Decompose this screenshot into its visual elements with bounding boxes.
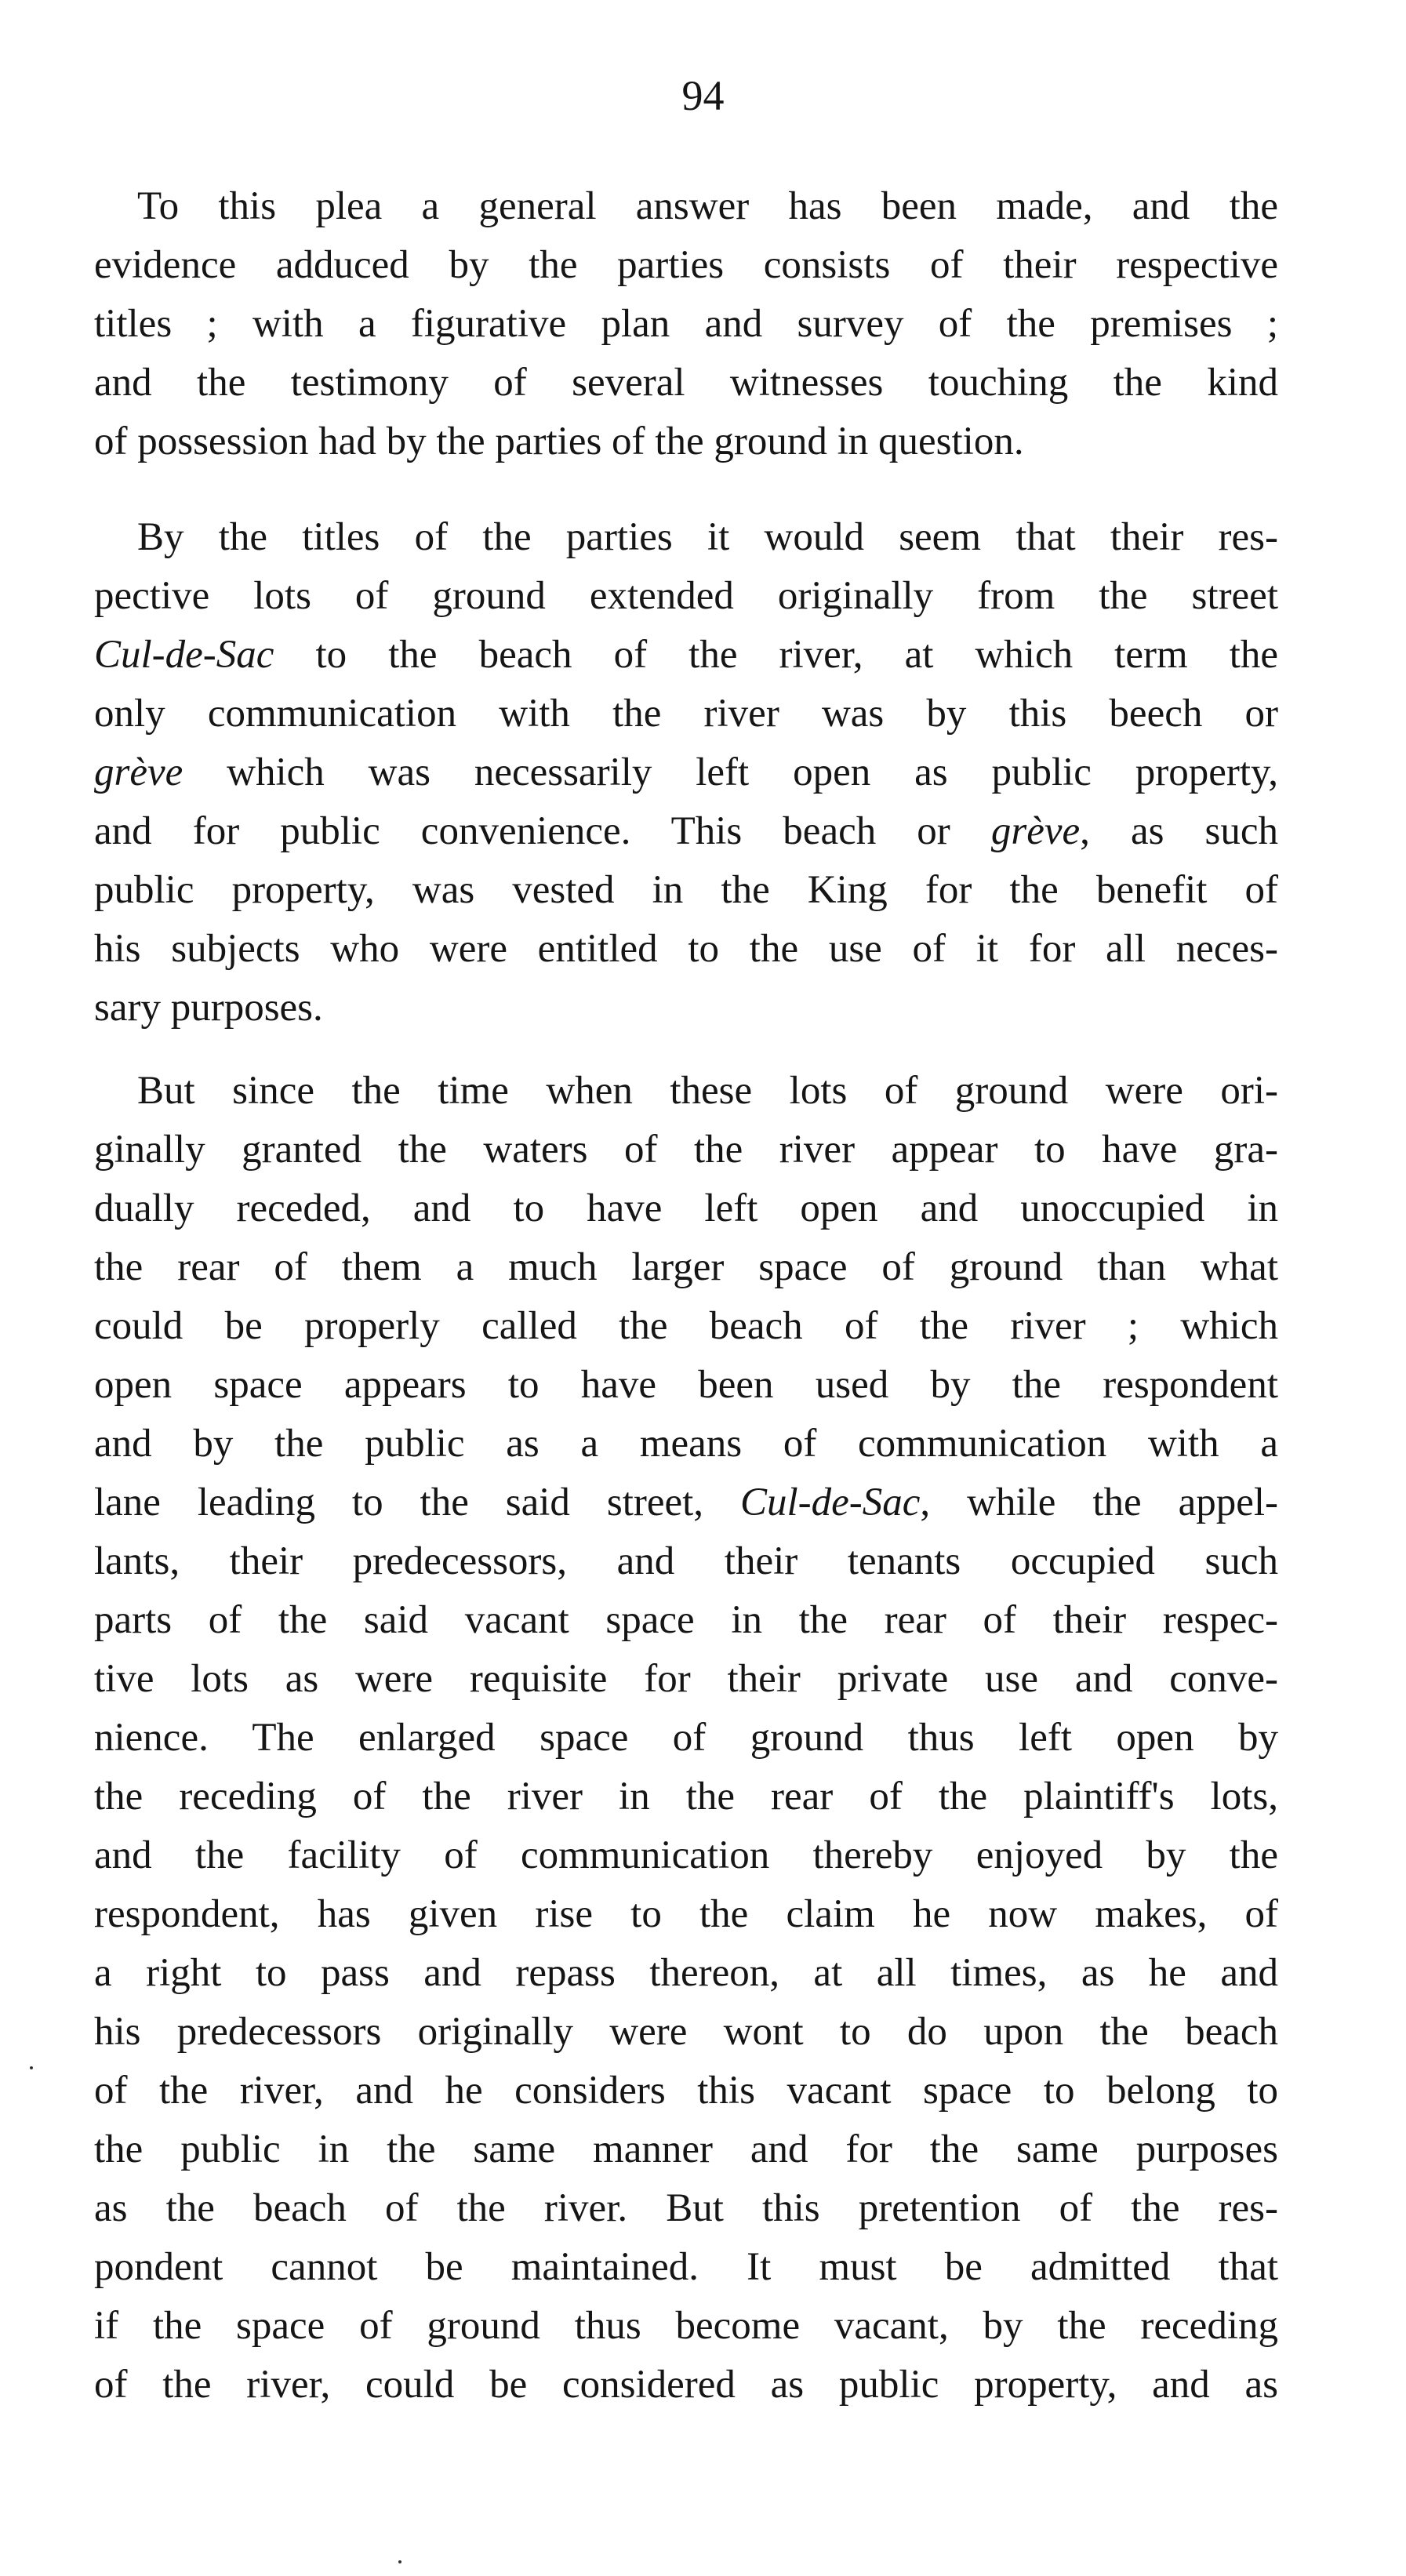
italic-term: Cul-de-Sac (94, 633, 274, 677)
paragraph-3 (94, 1062, 1278, 2414)
text-line: pective lots of ground extended originally from the street (94, 574, 1278, 618)
italic-term: grève (94, 750, 183, 794)
text-line: But since the time when these lots of ground were ori- (137, 1069, 1278, 1113)
text-run: which was necessarily left open as public property, (183, 750, 1278, 794)
text-line: By the titles of the parties it would seem that their res- (137, 515, 1278, 559)
text-line: parts of the said vacant space in the rear of their respec- (94, 1598, 1278, 1642)
text-line (94, 626, 1278, 685)
text-line (94, 1473, 1278, 1532)
text-line: his predecessors originally were wont to do upon the beach (94, 2010, 1278, 2054)
scan-speck (398, 2560, 401, 2563)
italic-term: Cul-de-Sac (739, 1481, 921, 1524)
page-number: 94 (681, 72, 725, 119)
text-line: the receding of the river in the rear of the plaintiff's lots, (94, 1775, 1278, 1818)
text-run: and for public convenience. This beach or (94, 809, 991, 853)
text-line: a right to pass and repass thereon, at all times, as he and (94, 1951, 1278, 1995)
text-line: tive lots as were requisite for their private use and conve- (94, 1657, 1278, 1701)
text-line: To this plea a general answer has been made, and the (137, 184, 1278, 228)
text-line: his subjects who were entitled to the use of it for all neces- (94, 927, 1278, 971)
text-line: dually receded, and to have left open and unoccupied in (94, 1186, 1278, 1230)
text-line (94, 743, 1278, 802)
text-line: if the space of ground thus become vacant, by the receding (94, 2304, 1278, 2348)
text-line: open space appears to have been used by the respondent (94, 1363, 1278, 1407)
text-line: could be properly called the beach of the river ; which (94, 1304, 1278, 1348)
paragraph-1 (94, 177, 1278, 471)
text-line: lants, their predecessors, and their tenants occupied such (94, 1539, 1278, 1583)
text-line (94, 802, 1278, 861)
text-line: evidence adduced by the parties consists of their respective (94, 243, 1278, 287)
text-run: to the beach of the river, at which term the (274, 633, 1278, 677)
text-line: and the facility of communication thereby enjoyed by the (94, 1833, 1278, 1877)
text-run: lane leading to the said street, (94, 1481, 740, 1524)
text-line: of possession had by the parties of the ground in question. (94, 420, 1024, 463)
text-line: ginally granted the waters of the river appear to have gra- (94, 1128, 1278, 1172)
italic-term: grève (990, 809, 1081, 853)
text-line: of the river, could be considered as public property, and as (94, 2363, 1278, 2407)
text-line: the rear of them a much larger space of ground than what (94, 1245, 1278, 1289)
text-line: respondent, has given rise to the claim he now makes, of (94, 1892, 1278, 1936)
text-line: nience. The enlarged space of ground thus left open by (94, 1716, 1278, 1760)
text-line: only communication with the river was by this beech or (94, 692, 1278, 736)
paragraph-2 (94, 508, 1278, 1037)
text-run: , while the appel- (920, 1481, 1278, 1524)
text-line: pondent cannot be maintained. It must be admitted that (94, 2245, 1278, 2289)
text-line: titles ; with a figurative plan and survey of the premises ; (94, 302, 1278, 346)
text-line: sary purposes. (94, 986, 323, 1030)
text-line: and the testimony of several witnesses touching the kind (94, 361, 1278, 405)
text-run: , as such (1080, 809, 1278, 853)
text-line: as the beach of the river. But this pretention of the res- (94, 2186, 1278, 2230)
text-line: and by the public as a means of communication with a (94, 1422, 1278, 1466)
text-line: of the river, and he considers this vacant space to belong to (94, 2069, 1278, 2113)
text-line: the public in the same manner and for the same purposes (94, 2127, 1278, 2171)
text-line: public property, was vested in the King for the benefit of (94, 868, 1278, 912)
scan-speck (30, 2066, 33, 2069)
